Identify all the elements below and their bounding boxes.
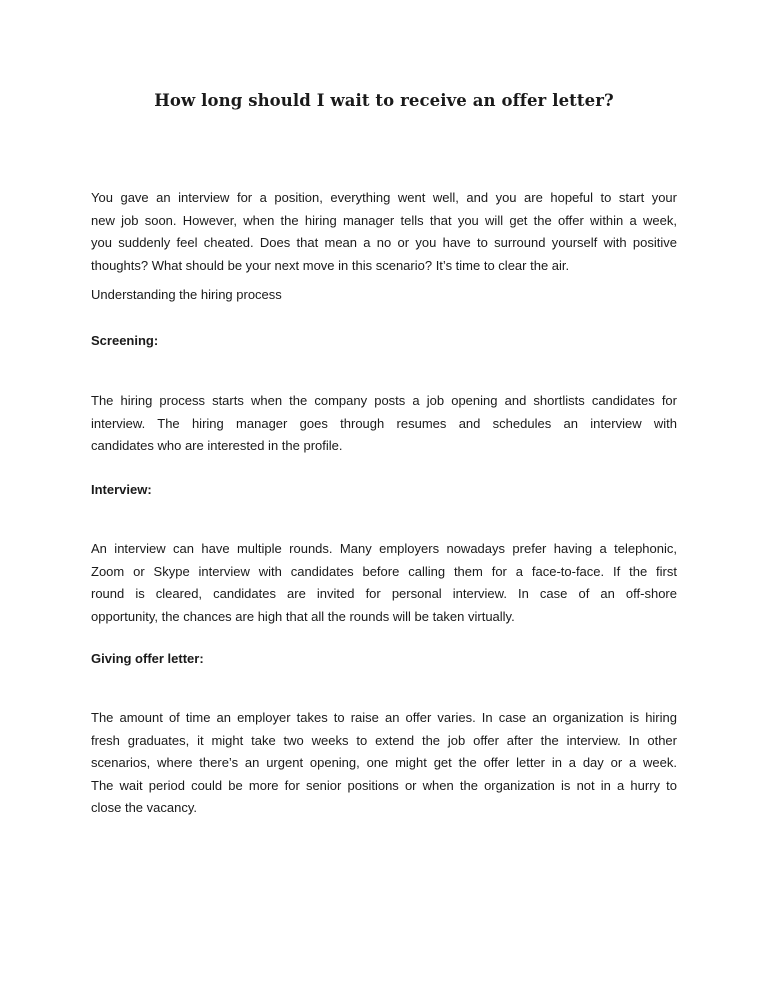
section-paragraph-interview: [91, 538, 677, 628]
paragraph-line: candidates who are interested in the profile.: [91, 438, 343, 454]
paragraph-line: Zoom or Skype interview with candidates before calling them for a face-to-face. If the first: [91, 563, 677, 579]
intro-line: thoughts? What should be your next move in this scenario? It’s time to clear the air.: [91, 257, 570, 273]
paragraph-line: interview. The hiring manager goes through resumes and schedules an interview with: [91, 415, 677, 431]
section-heading-offer-letter: Giving offer letter:: [91, 651, 204, 666]
intro-line: You gave an interview for a position, everything went well, and you are hopeful to start your: [91, 190, 677, 205]
paragraph-line: opportunity, the chances are high that all the rounds will be taken virtually.: [91, 608, 515, 624]
paragraph-line: fresh graduates, it might take two weeks to extend the job offer after the interview. In other: [91, 732, 677, 748]
section-heading-screening: Screening:: [91, 333, 159, 348]
paragraph-line: The hiring process starts when the company posts a job opening and shortlists candidates for: [91, 393, 677, 408]
section-paragraph-screening: [91, 390, 677, 458]
document-title: How long should I wait to receive an offer letter?: [154, 91, 614, 110]
intro-line: new job soon. However, when the hiring manager tells that you will get the offer within a week,: [91, 212, 677, 228]
section-paragraph-offer-letter: [91, 707, 677, 820]
paragraph-line: round is cleared, candidates are invited for personal interview. In case of an off-shore: [91, 586, 677, 602]
paragraph-line: An interview can have multiple rounds. Many employers nowadays prefer having a telephonic,: [91, 541, 677, 556]
paragraph-line: close the vacancy.: [91, 800, 197, 816]
subtitle: Understanding the hiring process: [91, 287, 282, 302]
paragraph-line: The wait period could be more for senior positions or when the organization is not in a hurry to: [91, 777, 677, 793]
intro-line: you suddenly feel cheated. Does that mean a no or you have to surround yourself with positive: [91, 235, 677, 251]
paragraph-line: The amount of time an employer takes to raise an offer varies. In case an organization is hiring: [91, 710, 677, 725]
intro-paragraph: [91, 187, 677, 277]
section-heading-interview: Interview:: [91, 482, 152, 497]
paragraph-line: scenarios, where there’s an urgent opening, one might get the offer letter in a day or a week.: [91, 755, 677, 771]
